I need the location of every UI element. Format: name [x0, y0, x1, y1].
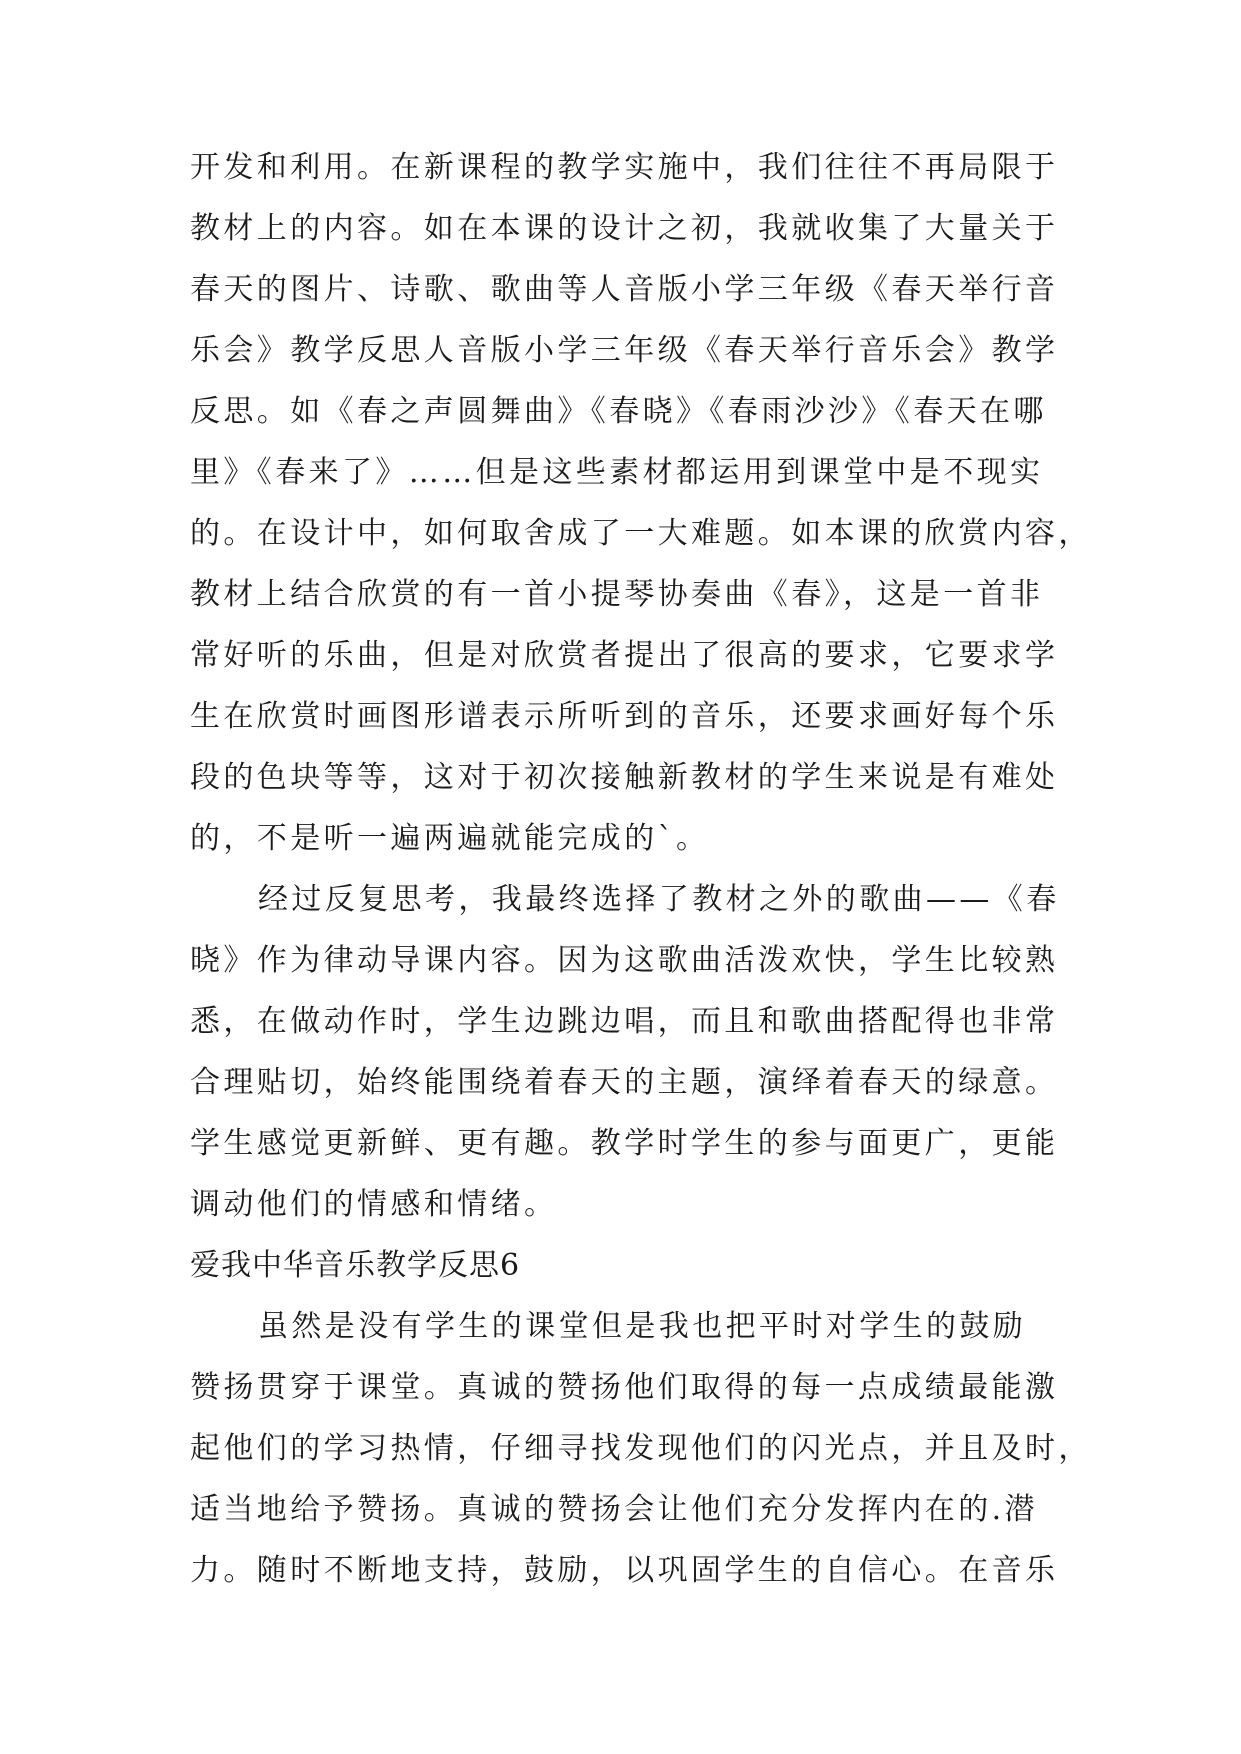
text-line: 赞扬贯穿于课堂。真诚的赞扬他们取得的每一点成绩最能激	[190, 1370, 1059, 1405]
text-line: 开发和利用。在新课程的教学实施中，我们往往不再局限于	[190, 150, 1059, 185]
text-line: 调动他们的情感和情绪。	[190, 1187, 558, 1222]
text-line: 力。随时不断地支持，鼓励，以巩固学生的自信心。在音乐	[190, 1553, 1059, 1588]
text-line: 里》《春来了》……但是这些素材都运用到课堂中是不现实	[190, 455, 1044, 490]
text-line: 教材上的内容。如在本课的设计之初，我就收集了大量关于	[190, 211, 1059, 246]
text-line: 起他们的学习热情，仔细寻找发现他们的闪光点，并且及时，	[190, 1431, 1092, 1466]
text-line: 段的色块等等，这对于初次接触新教材的学生来说是有难处	[190, 760, 1059, 795]
text-line: 生在欣赏时画图形谱表示所听到的音乐，还要求画好每个乐	[190, 699, 1059, 734]
text-line: 学生感觉更新鲜、更有趣。教学时学生的参与面更广，更能	[190, 1126, 1059, 1161]
text-line: 春天的图片、诗歌、歌曲等人音版小学三年级《春天举行音	[190, 272, 1059, 307]
text-line: 常好听的乐曲，但是对欣赏者提出了很高的要求，它要求学	[190, 638, 1059, 673]
text-line: 悉，在做动作时，学生边跳边唱，而且和歌曲搭配得也非常	[190, 1004, 1059, 1039]
text-line: 虽然是没有学生的课堂但是我也把平时对学生的鼓励	[258, 1309, 1027, 1344]
section-heading: 爱我中华音乐教学反思6	[190, 1248, 521, 1283]
text-line: 反思。如《春之声圆舞曲》《春晓》《春雨沙沙》《春天在哪	[190, 394, 1047, 429]
text-line: 晓》作为律动导课内容。因为这歌曲活泼欢快，学生比较熟	[190, 943, 1059, 978]
document-body	[190, 137, 1092, 1601]
text-line: 经过反复思考，我最终选择了教材之外的歌曲——《春	[258, 882, 1060, 917]
text-line: 的，不是听一遍两遍就能完成的`。	[190, 821, 710, 856]
text-line: 乐会》教学反思人音版小学三年级《春天举行音乐会》教学	[190, 333, 1059, 368]
text-line: 的。在设计中，如何取舍成了一大难题。如本课的欣赏内容，	[190, 516, 1092, 551]
text-line: 教材上结合欣赏的有一首小提琴协奏曲《春》，这是一首非	[190, 577, 1044, 612]
text-line: 适当地给予赞扬。真诚的赞扬会让他们充分发挥内在的.潜	[190, 1492, 1038, 1527]
text-line: 合理贴切，始终能围绕着春天的主题，演绎着春天的绿意。	[190, 1065, 1059, 1100]
